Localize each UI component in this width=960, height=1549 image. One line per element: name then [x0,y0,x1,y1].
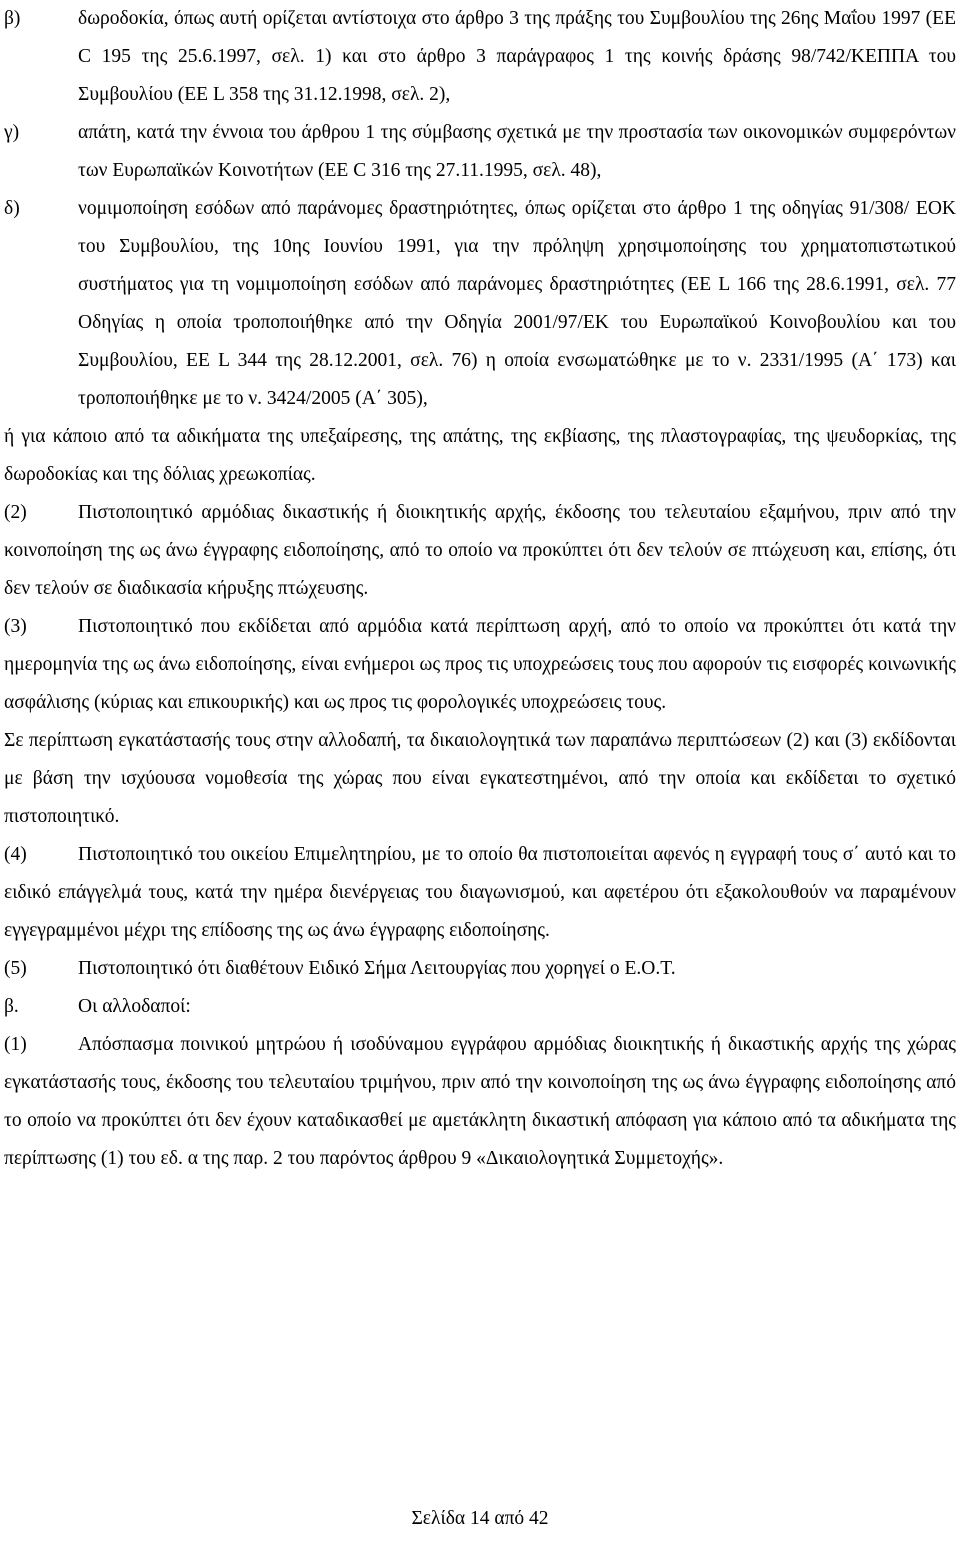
list-item-3 [4,608,956,722]
list-item-text: Απόσπασμα ποινικού μητρώου ή ισοδύναμου εγγράφου αρμόδιας διοικητικής ή δικαστικής αρχής της χώρας εγκατάστασής τους, έκδοσης του τελευταίου τριμήνου, πριν από την κοινοποίηση της ως άνω έγγραφης ειδοποίησης από το οποίο να προκύπτει ότι δεν έχουν καταδικασθεί με αμετάκλητη δικαστική απόφαση για κάποιο από τα αδικήματα της περίπτωσης (1) του εδ. α της παρ. 2 του παρόντος άρθρου 9 «Δικαιολογητικά Συμμετοχής». [4,1034,956,1169]
list-item-delta [4,190,956,418]
list-item-text: Πιστοποιητικό που εκδίδεται από αρμόδια κατά περίπτωση αρχή, από το οποίο να προκύπτει ότι κατά την ημερομηνία της ως άνω ειδοποίησης, είναι ενήμεροι ως προς τις υποχρεώσεις τους που αφορούν τις εισφορές κοινωνικής ασφάλισης (κύριας και επικουρικής) και ως προς τις φορολογικές υποχρεώσεις τους. [4,616,956,713]
list-item-label: γ) [4,122,20,143]
foreign-establishment-paragraph: Σε περίπτωση εγκατάστασής τους στην αλλοδαπή, τα δικαιολογητικά των παραπάνω περιπτώσεων (2) και (3) εκδίδονται με βάση την ισχύουσα νομοθεσία της χώρας που είναι εγκατεστημένοι, από την οποία και εκδίδεται το σχετικό πιστοποιητικό. [4,730,956,827]
section-heading-b [4,988,956,1026]
list-item-label: (4) [4,844,27,865]
document-body [4,0,956,1178]
list-item-label: (2) [4,502,27,523]
list-item-text: Πιστοποιητικό ότι διαθέτουν Ειδικό Σήμα Λειτουργίας που χορηγεί ο Ε.Ο.Τ. [78,958,676,979]
list-item-label: (1) [4,1034,27,1055]
list-item-gamma [4,114,956,190]
list-item-4 [4,836,956,950]
list-item-1-foreign [4,1026,956,1178]
section-title: Οι αλλοδαποί: [78,996,191,1017]
list-item-text: νομιμοποίηση εσόδων από παράνομες δραστηριότητες, όπως ορίζεται στο άρθρο 1 της οδηγίας 91/308/ ΕΟΚ του Συμβουλίου, της 10ης Ιουνίου 1991, για την πρόληψη χρησιμοποίησης του χρηματοπιστωτικού συστήματος για τη νομιμοποίηση εσόδων από παράνομες δραστηριότητες (ΕΕ L 166 της 28.6.1991, σελ. 77 Οδηγίας η οποία τροποποιήθηκε από την Οδηγία 2001/97/ΕΚ του Ευρωπαϊκού Κοινοβουλίου και του Συμβουλίου, ΕΕ L 344 της 28.12.2001, σελ. 76) η οποία ενσωματώθηκε με το ν. 2331/1995 (Α΄ 173) και τροποποιήθηκε με το ν. 3424/2005 (Α΄ 305), [78,198,956,409]
section-label: β. [4,996,19,1017]
list-item-text: Πιστοποιητικό του οικείου Επιμελητηρίου, με το οποίο θα πιστοποιείται αφενός η εγγραφή τους σ΄ αυτό και το ειδικό επάγγελμά τους, κατά την ημέρα διενέργειας του διαγωνισμού, και αφετέρου ότι εξακολουθούν να παραμένουν εγγεγραμμένοι μέχρι της επίδοσης της ως άνω έγγραφης ειδοποίησης. [4,844,956,941]
page-footer [0,1500,960,1538]
list-item-2 [4,494,956,608]
page-number: Σελίδα 14 από 42 [411,1508,549,1529]
list-item-label: δ) [4,198,20,219]
list-item-text: απάτη, κατά την έννοια του άρθρου 1 της σύμβασης σχετικά με την προστασία των οικονομικών συμφερόντων των Ευρωπαϊκών Κοινοτήτων (ΕΕ C 316 της 27.11.1995, σελ. 48), [78,122,956,181]
list-item-label: β) [4,8,21,29]
list-item-5 [4,950,956,988]
closing-paragraph: ή για κάποιο από τα αδικήματα της υπεξαίρεσης, της απάτης, της εκβίασης, της πλαστογραφίας, της ψευδορκίας, της δωροδοκίας και της δόλιας χρεωκοπίας. [4,426,956,485]
list-item-text: Πιστοποιητικό αρμόδιας δικαστικής ή διοικητικής αρχής, έκδοσης του τελευταίου εξαμήνου, πριν από την κοινοποίηση της ως άνω έγγραφης ειδοποίησης, από το οποίο να προκύπτει ότι δεν τελούν σε πτώχευση και, επίσης, ότι δεν τελούν σε διαδικασία κήρυξης πτώχευσης. [4,502,956,599]
list-item-label: (5) [4,958,27,979]
list-item-label: (3) [4,616,27,637]
list-item-beta [4,0,956,114]
list-item-text: δωροδοκία, όπως αυτή ορίζεται αντίστοιχα στο άρθρο 3 της πράξης του Συμβουλίου της 26ης Μαΐου 1997 (ΕΕ C 195 της 25.6.1997, σελ. 1) και στο άρθρο 3 παράγραφος 1 της κοινής δράσης 98/742/ΚΕΠΠΑ του Συμβουλίου (ΕΕ L 358 της 31.12.1998, σελ. 2), [78,8,956,105]
